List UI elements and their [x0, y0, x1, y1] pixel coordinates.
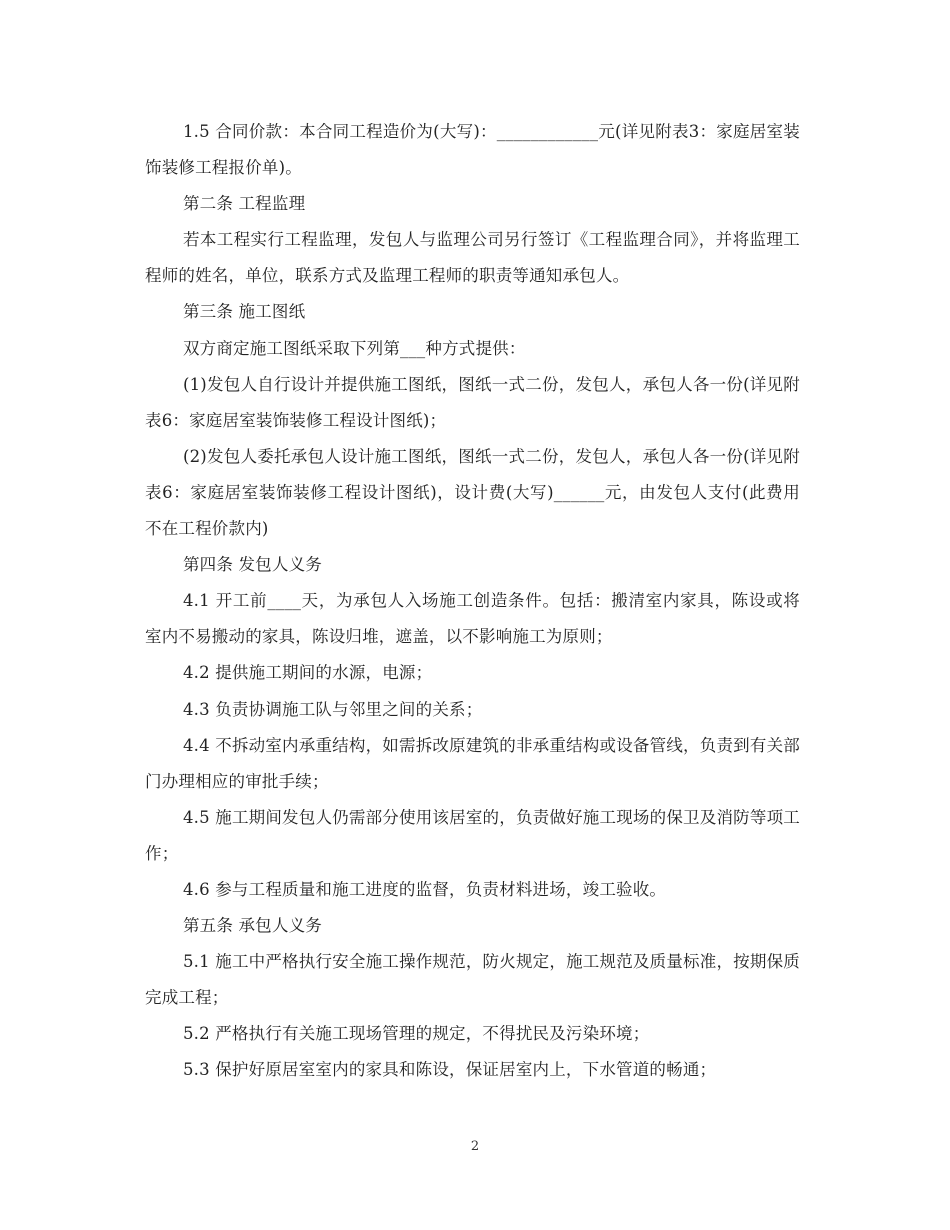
- document-body: [145, 114, 800, 1089]
- paragraph-drawing-option-1: (1)发包人自行设计并提供施工图纸，图纸一式二份，发包人，承包人各一份(详见附表6：家庭居室装饰装修工程设计图纸)；: [145, 374, 800, 430]
- paragraph-drawing-option-2: (2)发包人委托承包人设计施工图纸，图纸一式二份，发包人，承包人各一份(详见附表6：家庭居室装饰装修工程设计图纸)，设计费(大写)______元，由发包人支付(此费用不在工程价款内): [145, 446, 800, 539]
- paragraph-5-1: 5.1 施工中严格执行安全施工操作规范，防火规定，施工规范及质量标准，按期保质完成工程；: [145, 952, 800, 1008]
- paragraph-5-2: 5.2 严格执行有关施工现场管理的规定，不得扰民及污染环境；: [182, 1024, 650, 1044]
- page-number: 2: [470, 1139, 480, 1154]
- heading-article-5: 第五条 承包人义务: [182, 916, 322, 936]
- paragraph-4-1: 4.1 开工前____天，为承包人入场施工创造条件。包括：搬清室内家具，陈设或将室内不易搬动的家具，陈设归堆，遮盖，以不影响施工为原则；: [145, 591, 800, 647]
- paragraph-4-4: 4.4 不拆动室内承重结构，如需拆改原建筑的非承重结构或设备管线，负责到有关部门办理相应的审批手续；: [145, 735, 800, 791]
- paragraph-4-2: 4.2 提供施工期间的水源，电源；: [182, 663, 433, 683]
- paragraph-4-5: 4.5 施工期间发包人仍需部分使用该居室的，负责做好施工现场的保卫及消防等项工作；: [145, 807, 800, 863]
- paragraph-drawing-method: 双方商定施工图纸采取下列第___种方式提供：: [182, 338, 526, 358]
- paragraph-5-3: 5.3 保护好原居室室内的家具和陈设，保证居室内上，下水管道的畅通；: [182, 1060, 717, 1080]
- paragraph-4-3: 4.3 负责协调施工队与邻里之间的关系；: [182, 699, 483, 719]
- paragraph-supervision: 若本工程实行工程监理，发包人与监理公司另行签订《工程监理合同》，并将监理工程师的姓名，单位，联系方式及监理工程师的职责等通知承包人。: [145, 230, 800, 286]
- heading-article-3: 第三条 施工图纸: [182, 302, 306, 322]
- heading-article-2: 第二条 工程监理: [182, 194, 306, 214]
- paragraph-4-6: 4.6 参与工程质量和施工进度的监督，负责材料进场，竣工验收。: [182, 879, 667, 899]
- heading-article-4: 第四条 发包人义务: [182, 555, 322, 575]
- paragraph-contract-price: 1.5 合同价款：本合同工程造价为(大写)：____________元(详见附表3：家庭居室装饰装修工程报价单)。: [145, 122, 800, 178]
